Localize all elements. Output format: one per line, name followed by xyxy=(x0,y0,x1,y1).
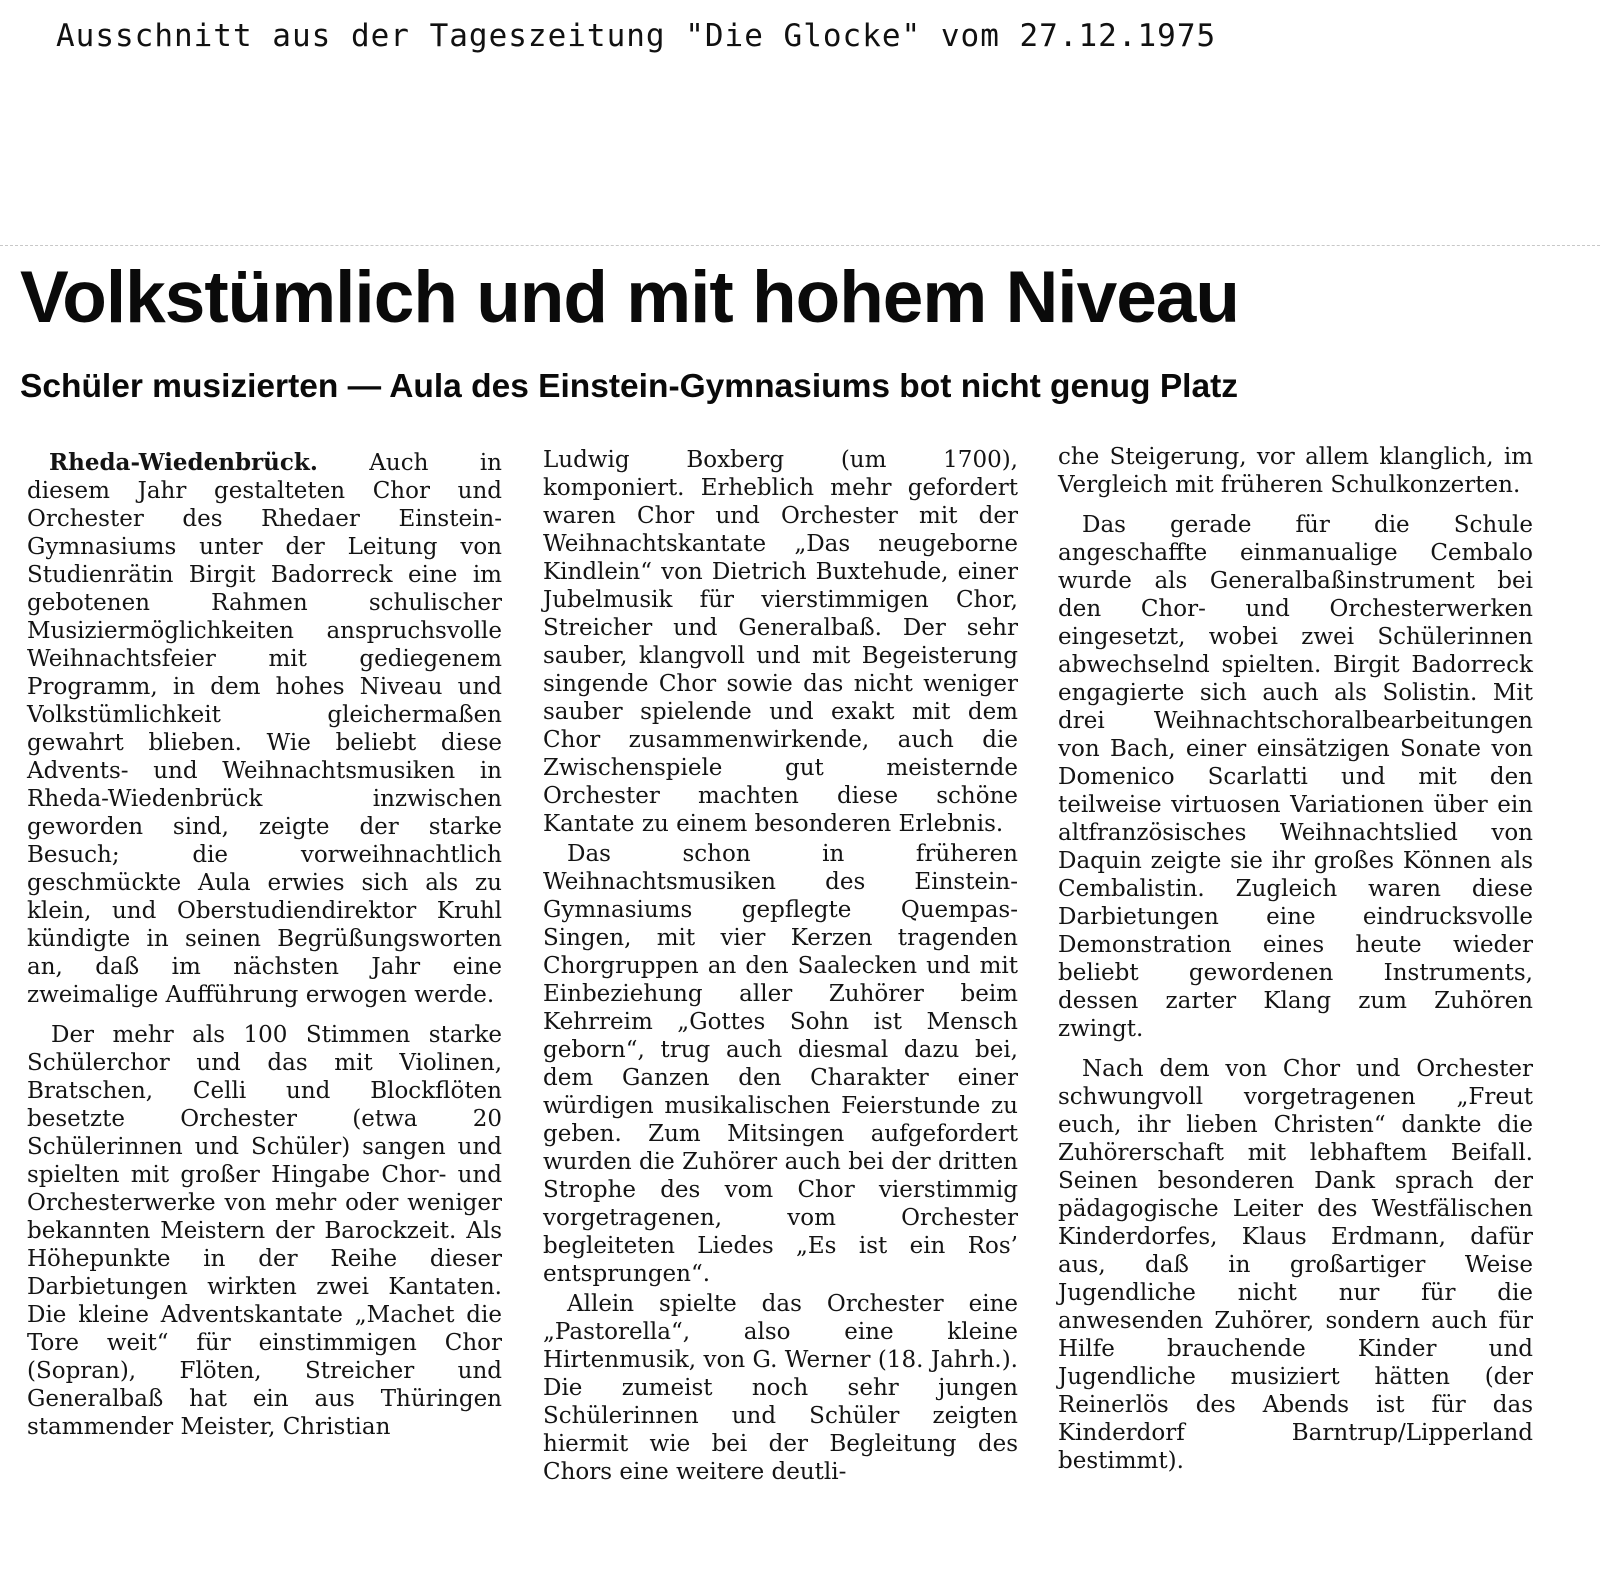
article-column-2 xyxy=(543,446,1018,1486)
article-paragraph: Ludwig Boxberg (um 1700), komponiert. Erheblich mehr gefordert waren Chor und Orchester mit der Weihnachtskantate „Das neugeborne Kindlein“ von Dietrich Buxtehude, einer Jubelmusik für vierstimmigen Chor, Streicher und Generalbaß. Der sehr sauber, klangvoll und mit Begeisterung singende Chor sowie das nicht weniger sauber spielende und exakt mit dem Chor zusammenwirkende, auch die Zwischenspiele gut meisternde Orchester machten diese schöne Kantate zu einem besonderen Erlebnis. xyxy=(543,447,1018,837)
article-paragraph: Nach dem von Chor und Orchester schwungvoll vorgetragenen „Freut euch, ihr lieben Christen“ dankte die Zuhörerschaft mit lebhaftem Beifall. Seinen besonderen Dank sprach der pädagogische Leiter des Westfälischen Kinderdorfes, Klaus Erdmann, dafür aus, daß in großartiger Weise Jugendliche nicht nur für die anwesenden Zuhörer, sondern auch für Hilfe brauchende Kinder und Jugendliche musiziert hätten (der Reinerlös des Abends ist für das Kinderdorf Barntrup/Lipperland bestimmt). xyxy=(1058,1056,1533,1474)
article-dateline: Rheda-Wiedenbrück. xyxy=(49,449,318,476)
newspaper-clipping xyxy=(0,245,1600,1585)
article-paragraph xyxy=(27,449,502,1009)
article-paragraph: Das schon in früheren Weihnachtsmusiken des Einstein-Gymnasiums gepflegte Quempas-Singen, mit vier Kerzen tragenden Chorgruppen an den Saalecken und mit Einbeziehung aller Zuhörer beim Kehrreim „Gottes Sohn ist Mensch geborn“, trug auch diesmal dazu bei, dem Ganzen den Charakter einer würdigen musikalischen Feierstunde zu geben. Zum Mitsingen aufgefordert wurden die Zuhörer auch bei der dritten Strophe des vom Chor vierstimmig vorgetragenen, vom Orchester begleiteten Liedes „Es ist ein Ros’ entsprungen“. xyxy=(543,841,1018,1287)
paragraph-text: Auch in diesem Jahr gestalteten Chor und Orchester des Rhedaer Einstein-Gymnasiums unter der Leitung von Studienrätin Birgit Badorreck eine im gebotenen Rahmen schulischer Musiziermöglichkeiten anspruchsvolle Weihnachtsfeier mit gediegenem Programm, in dem hohes Niveau und Volkstümlichkeit gleichermaßen gewahrt blieben. Wie beliebt diese Advents- und Weihnachtsmusiken in Rheda-Wiedenbrück inzwischen geworden sind, zeigte der starke Besuch; die vorweihnachtlich geschmückte Aula erwies sich als zu klein, und Oberstudiendirektor Kruhl kündigte in seinen Begrüßungsworten an, daß im nächsten Jahr eine zweimalige Aufführung erwogen werde. xyxy=(27,450,502,1008)
article-paragraph: che Steigerung, vor allem klanglich, im Vergleich mit früheren Schulkonzerten. xyxy=(1058,444,1533,498)
article-column-1 xyxy=(27,449,502,1441)
clipping-caption: Ausschnitt aus der Tageszeitung "Die Glocke" vom 27.12.1975 xyxy=(56,18,1217,54)
article-paragraph: Allein spielte das Orchester eine „Pastorella“, also eine kleine Hirtenmusik, von G. Werner (18. Jahrh.). Die zumeist noch sehr jungen Schülerinnen und Schüler zeigten hiermit wie bei der Begleitung des Chors eine weitere deutli- xyxy=(543,1291,1018,1485)
article-headline: Volkstümlich und mit hohem Niveau xyxy=(20,257,1239,338)
article-subheadline: Schüler musizierten — Aula des Einstein-Gymnasiums bot nicht genug Platz xyxy=(20,368,1239,405)
article-paragraph: Der mehr als 100 Stimmen starke Schülerchor und das mit Violinen, Bratschen, Celli und Blockflöten besetzte Orchester (etwa 20 Schülerinnen und Schüler) sangen und spielten mit großer Hingabe Chor- und Orchesterwerke von mehr oder weniger bekannten Meistern der Barockzeit. Als Höhepunkte in der Reihe dieser Darbietungen wirkten zwei Kantaten. Die kleine Adventskantate „Machet die Tore weit“ für einstimmigen Chor (Sopran), Flöten, Streicher und Generalbaß hat ein aus Thüringen stammender Meister, Christian xyxy=(27,1022,502,1440)
article-paragraph: Das gerade für die Schule angeschaffte einmanualige Cembalo wurde als Generalbaßinstrument bei den Chor- und Orchesterwerken eingesetzt, wobei zwei Schülerinnen abwechselnd spielten. Birgit Badorreck engagierte sich auch als Solistin. Mit drei Weihnachtschoralbearbeitungen von Bach, einer einsätzigen Sonate von Domenico Scarlatti und mit den teilweise virtuosen Variationen über ein altfranzösisches Weihnachtslied von Daquin zeigte sie ihr großes Können als Cembalistin. Zugleich waren diese Darbietungen eine eindrucksvolle Demonstration eines heute wieder beliebt gewordenen Instruments, dessen zarter Klang zum Zuhören zwingt. xyxy=(1058,512,1533,1042)
article-column-3 xyxy=(1058,443,1533,1475)
